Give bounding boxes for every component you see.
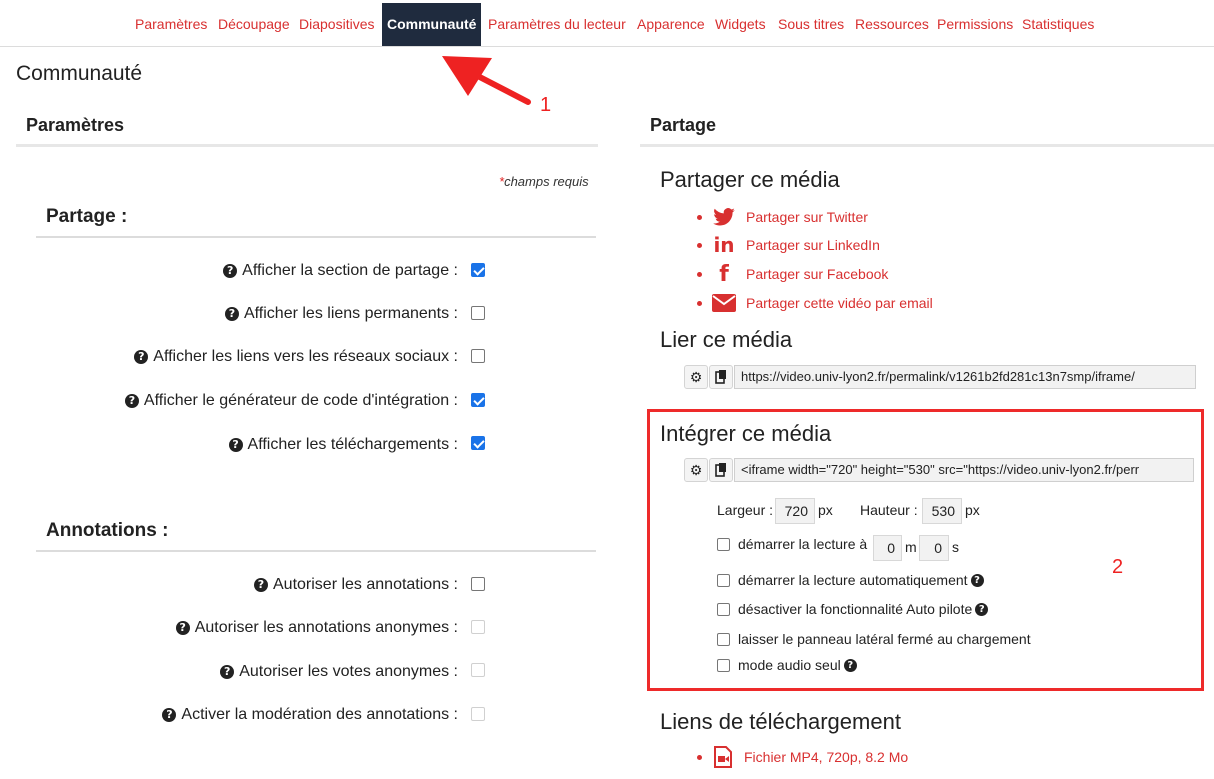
- help-icon[interactable]: ?: [223, 264, 237, 278]
- allow-annotations-checkbox[interactable]: [471, 577, 485, 591]
- allow-anonymous-votes-row: [220, 663, 458, 681]
- link-copy-button[interactable]: [709, 365, 733, 389]
- show-social-links-label: Afficher les liens vers les réseaux sociaux :: [153, 348, 458, 365]
- sidebar-closed-label: laisser le panneau latéral fermé au chargement: [738, 631, 1031, 647]
- width-unit: px: [818, 502, 833, 518]
- autoplay-checkbox[interactable]: [717, 574, 730, 587]
- embed-settings-button[interactable]: [684, 458, 708, 482]
- required-fields-note: *champs requis: [499, 174, 589, 189]
- share-facebook-link[interactable]: Partager sur Facebook: [746, 266, 889, 282]
- bullet: [697, 301, 702, 306]
- allow-anonymous-votes-label: Autoriser les votes anonymes :: [239, 663, 458, 680]
- download-mp4-link[interactable]: Fichier MP4, 720p, 8.2 Mo: [744, 749, 909, 765]
- show-downloads-row: [229, 436, 458, 454]
- enable-moderation-checkbox: [471, 707, 485, 721]
- help-icon[interactable]: ?: [254, 578, 268, 592]
- link-media-title: Lier ce média: [660, 327, 793, 352]
- show-downloads-checkbox[interactable]: [471, 436, 485, 450]
- tab-decoupage[interactable]: Découpage: [218, 16, 290, 32]
- tab-apparence[interactable]: Apparence: [637, 16, 705, 32]
- tab-parametres-lecteur[interactable]: Paramètres du lecteur: [488, 16, 626, 32]
- linkedin-icon: in: [713, 233, 735, 257]
- share-linkedin-item[interactable]: [697, 234, 880, 256]
- twitter-icon: [712, 206, 736, 228]
- help-icon[interactable]: ?: [125, 394, 139, 408]
- tab-statistiques[interactable]: Statistiques: [1022, 16, 1095, 32]
- download-mp4-item[interactable]: [697, 746, 908, 768]
- height-label: Hauteur :: [860, 502, 918, 518]
- help-icon[interactable]: ?: [162, 708, 176, 722]
- bullet: [697, 755, 702, 760]
- autoplay-label: démarrer la lecture automatiquement: [738, 572, 968, 588]
- share-email-link[interactable]: Partager cette vidéo par email: [746, 295, 933, 311]
- annotation-arrow-icon: [440, 52, 535, 114]
- help-icon[interactable]: ?: [134, 350, 148, 364]
- help-icon[interactable]: ?: [176, 621, 190, 635]
- show-permalinks-label: Afficher les liens permanents :: [243, 305, 458, 322]
- tab-communaute[interactable]: Communauté: [382, 3, 481, 46]
- tab-widgets[interactable]: Widgets: [715, 16, 766, 32]
- audio-only-checkbox[interactable]: [717, 659, 730, 672]
- show-share-section-row: [223, 262, 458, 280]
- allow-annotations-label: Autoriser les annotations :: [273, 576, 458, 593]
- help-icon[interactable]: ?: [225, 307, 239, 321]
- tab-ressources[interactable]: Ressources: [855, 16, 929, 32]
- sidebar-closed-option: [717, 631, 1031, 647]
- annotation-marker-1: 1: [540, 94, 552, 116]
- start-seconds-input[interactable]: 0: [919, 535, 949, 561]
- embed-copy-button[interactable]: [709, 458, 733, 482]
- start-minutes-input[interactable]: 0: [873, 535, 902, 561]
- permalink-field[interactable]: https://video.univ-lyon2.fr/permalink/v1261b2fd281c13n7smp/iframe/: [734, 365, 1196, 389]
- download-links-title: Liens de téléchargement: [660, 709, 901, 734]
- bullet: [697, 243, 702, 248]
- allow-anonymous-votes-checkbox: [471, 663, 485, 677]
- envelope-icon: [712, 292, 736, 314]
- start-at-label: démarrer la lecture à: [738, 536, 868, 552]
- allow-anonymous-annotations-row: [176, 619, 458, 637]
- help-icon[interactable]: ?: [229, 438, 243, 452]
- width-label: Largeur :: [717, 502, 774, 518]
- bullet: [697, 272, 702, 277]
- clipboard-icon: [715, 463, 727, 477]
- height-unit: px: [965, 502, 980, 518]
- partage-header: Partage: [640, 115, 1214, 147]
- embed-media-title: Intégrer ce média: [660, 421, 832, 446]
- minutes-unit: m: [905, 539, 917, 555]
- show-permalinks-checkbox[interactable]: [471, 306, 485, 320]
- tab-parametres[interactable]: Paramètres: [135, 16, 208, 32]
- show-social-links-checkbox[interactable]: [471, 349, 485, 363]
- enable-moderation-label: Activer la modération des annotations :: [181, 706, 458, 723]
- annotation-marker-2: 2: [1112, 556, 1124, 578]
- clipboard-icon: [715, 370, 727, 384]
- video-file-icon: [712, 746, 734, 768]
- page-title: Communauté: [16, 62, 143, 85]
- allow-anonymous-annotations-label: Autoriser les annotations anonymes :: [194, 619, 458, 636]
- allow-anonymous-annotations-checkbox: [471, 620, 485, 634]
- tab-sous-titres[interactable]: Sous titres: [778, 16, 845, 32]
- disable-autopilot-option: [717, 601, 988, 617]
- width-input[interactable]: 720: [775, 498, 815, 524]
- show-share-section-label: Afficher la section de partage :: [242, 262, 458, 279]
- disable-autopilot-checkbox[interactable]: [717, 603, 730, 616]
- help-icon[interactable]: ?: [844, 659, 857, 672]
- enable-moderation-row: [162, 706, 458, 724]
- show-embed-generator-checkbox[interactable]: [471, 393, 485, 407]
- gear-icon: ⚙: [689, 461, 703, 478]
- sidebar-closed-checkbox[interactable]: [717, 633, 730, 646]
- parametres-header: Paramètres: [16, 115, 598, 147]
- facebook-icon: f: [719, 261, 729, 287]
- allow-annotations-row: [254, 576, 458, 594]
- share-email-item[interactable]: [697, 292, 933, 314]
- gear-icon: ⚙: [689, 368, 703, 385]
- share-twitter-link[interactable]: Partager sur Twitter: [746, 209, 868, 225]
- show-downloads-label: Afficher les téléchargements :: [247, 436, 458, 453]
- help-icon[interactable]: ?: [971, 574, 984, 587]
- top-navigation: [0, 0, 1214, 47]
- height-input[interactable]: 530: [922, 498, 962, 524]
- share-facebook-item[interactable]: [697, 263, 888, 285]
- tab-permissions[interactable]: Permissions: [937, 16, 1014, 32]
- show-social-links-row: [134, 348, 458, 366]
- disable-autopilot-label: désactiver la fonctionnalité Auto pilote: [738, 601, 973, 617]
- help-icon[interactable]: ?: [220, 665, 234, 679]
- audio-only-option: [717, 657, 857, 673]
- show-embed-generator-row: [125, 392, 458, 410]
- bullet: [697, 215, 702, 220]
- link-settings-button[interactable]: [684, 365, 708, 389]
- start-at-checkbox[interactable]: [717, 538, 730, 551]
- share-twitter-item[interactable]: [697, 206, 868, 228]
- share-linkedin-link[interactable]: Partager sur LinkedIn: [746, 237, 880, 253]
- show-embed-generator-label: Afficher le générateur de code d'intégration :: [143, 392, 458, 409]
- annotations-section-title: Annotations :: [36, 520, 596, 552]
- partage-section-title: Partage :: [36, 206, 596, 238]
- help-icon[interactable]: ?: [975, 603, 988, 616]
- autoplay-option: [717, 572, 984, 588]
- seconds-unit: s: [952, 539, 959, 555]
- tab-diapositives[interactable]: Diapositives: [299, 16, 375, 32]
- share-media-title: Partager ce média: [660, 167, 840, 192]
- embed-code-field[interactable]: <iframe width="720" height="530" src="https://video.univ-lyon2.fr/perr: [734, 458, 1194, 482]
- show-permalinks-row: [225, 305, 458, 323]
- show-share-section-checkbox[interactable]: [471, 263, 485, 277]
- audio-only-label: mode audio seul: [738, 657, 841, 673]
- start-at-option: [717, 536, 867, 552]
